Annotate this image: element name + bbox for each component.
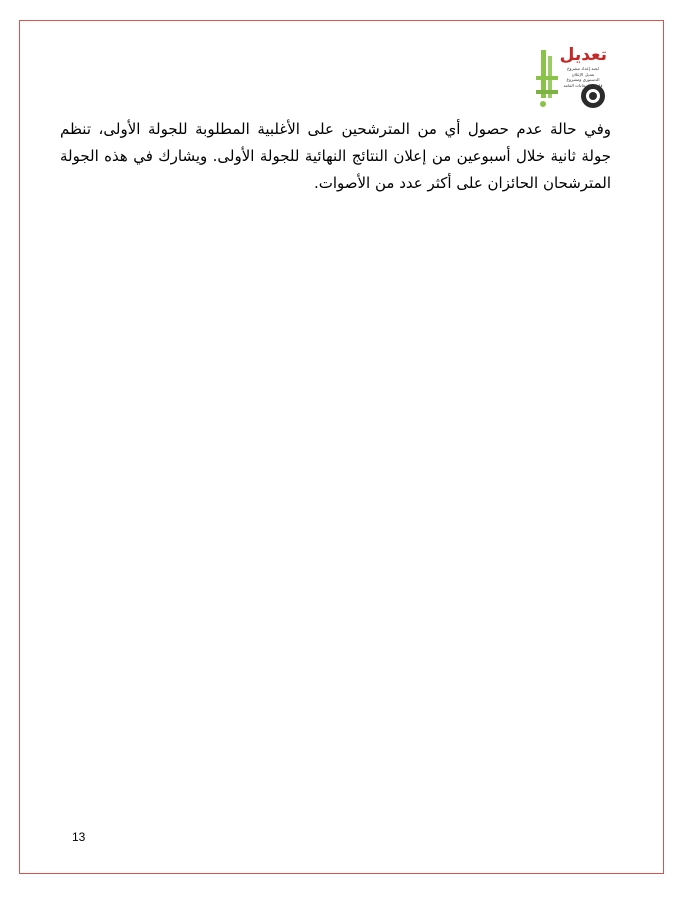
committee-logo [533, 46, 609, 112]
page-number: 13 [72, 830, 86, 844]
body-paragraph: وفي حالة عدم حصول أي من المترشحين على الأغلبية المطلوبة للجولة الأولى، تنظم جولة ثانية خلال أسبوعين من إعلان النتائج النهائية للجولة الأولى. ويشارك في هذه الجولة المترشحان الحائزان على أكثر عدد من الأصوات. [60, 120, 611, 192]
logo-subtitle: لجنة إعداد مشروع تعديل الإعلان الدستوري ومشروع قانون الانتخابات العامة [563, 66, 603, 88]
logo-title: تعديل [559, 45, 607, 65]
